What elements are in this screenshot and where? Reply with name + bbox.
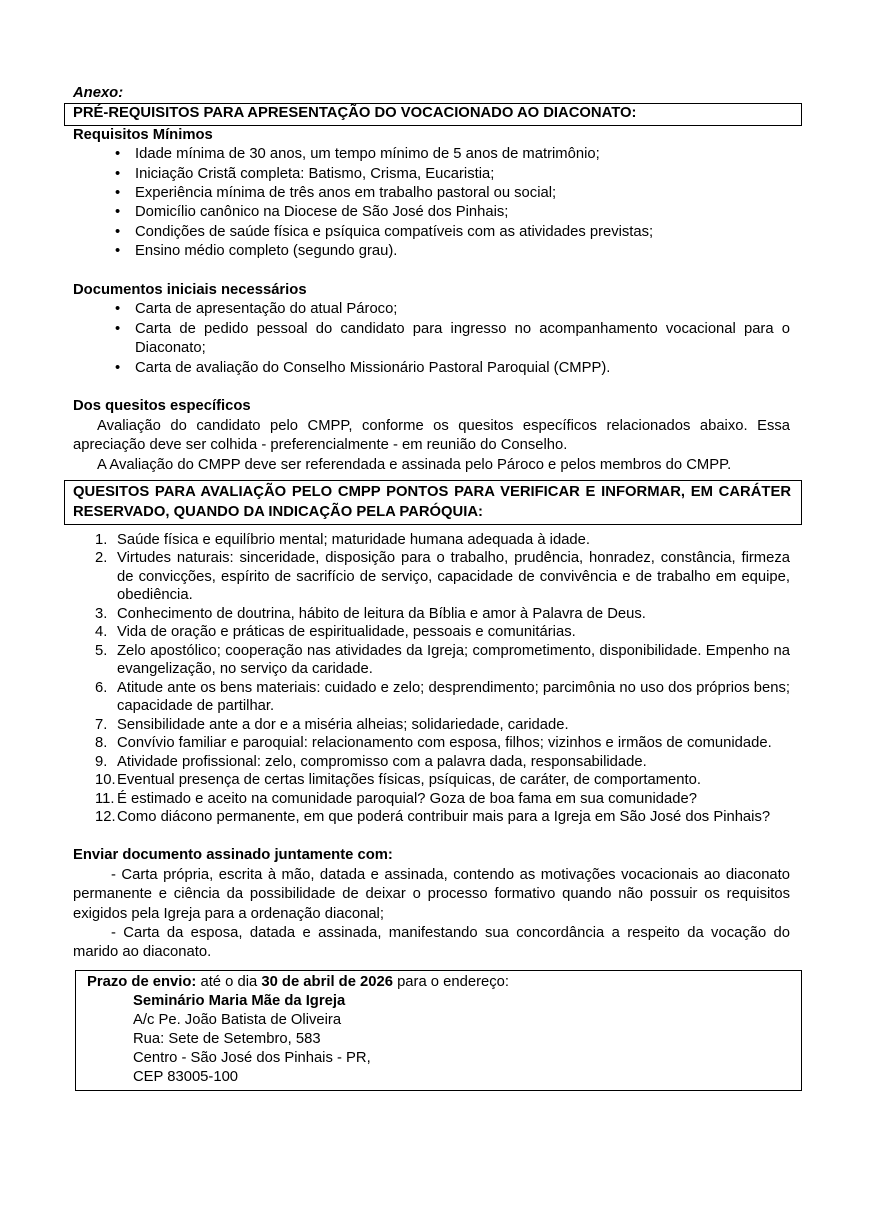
avaliacao-title-box — [64, 480, 802, 525]
list-item — [95, 790, 790, 809]
list-item-text: Domicílio canônico na Diocese de São José dos Pinhais; — [135, 204, 509, 221]
number-marker: 8. — [95, 735, 108, 752]
prazo-suffix-text: para o endereço: — [392, 973, 509, 990]
list-item-text: Idade mínima de 30 anos, um tempo mínimo de 5 anos de matrimônio; — [135, 146, 600, 163]
prazo-line — [87, 973, 793, 992]
list-item-text: Saúde física e equilíbrio mental; maturidade humana adequada à idade. — [117, 531, 591, 548]
number-marker: 2. — [95, 550, 108, 567]
requisitos-list — [115, 145, 790, 261]
bullet-marker: • — [115, 320, 121, 337]
list-item-text: Zelo apostólico; cooperação nas atividades da Igreja; comprometimento, disponibilidade. Empenho na evangelização, no serviço da caridade. — [117, 642, 790, 678]
list-item — [115, 184, 790, 203]
list-item-text: Atitude ante os bens materiais: cuidado e zelo; desprendimento; parcimônia no uso dos próprios bens; capacidade de partilhar. — [117, 679, 790, 715]
list-item-text: Carta de apresentação do atual Pároco; — [135, 301, 398, 318]
list-item — [115, 145, 790, 164]
avaliacao-list — [95, 531, 790, 827]
quesitos-paragraph-2: A Avaliação do CMPP deve ser referendada e assinada pelo Pároco e pelos membros do CMPP. — [97, 456, 732, 473]
annex-label: Anexo: — [73, 85, 124, 101]
list-item — [95, 642, 790, 679]
list-item — [95, 549, 790, 605]
list-item-text: Convívio familiar e paroquial: relacionamento com esposa, filhos; vizinhos e irmãos de comunidade. — [117, 735, 772, 752]
list-item-text: Carta de avaliação do Conselho Missionário Pastoral Paroquial (CMPP). — [135, 359, 611, 376]
list-item — [95, 734, 790, 753]
enviar-paragraph-1: - Carta própria, escrita à mão, datada e assinada, contendo as motivações vocacionais ao diaconato permanente e ciência da possibilidade de deixar o processo formativo quando não possuir os requisitos exigidos pela Igreja para a ordenação diaconal; — [73, 866, 790, 922]
list-item-text: Vida de oração e práticas de espiritualidade, pessoais e comunitárias. — [117, 624, 576, 641]
bullet-marker: • — [115, 359, 121, 376]
list-item-text: Ensino médio completo (segundo grau). — [135, 243, 398, 260]
bullet-marker: • — [115, 165, 121, 182]
bullet-marker: • — [115, 146, 121, 163]
list-item — [115, 203, 790, 222]
bullet-marker: • — [115, 243, 121, 260]
list-item-text: Condições de saúde física e psíquica compatíveis com as atividades previstas; — [135, 223, 654, 240]
list-item-text: Como diácono permanente, em que poderá contribuir mais para a Igreja em São José dos Pinhais? — [117, 809, 771, 826]
list-item-text: Sensibilidade ante a dor e a miséria alheias; solidariedade, caridade. — [117, 716, 569, 733]
list-item — [115, 165, 790, 184]
number-marker: 12. — [95, 809, 116, 826]
number-marker: 1. — [95, 531, 108, 548]
list-item — [115, 223, 790, 242]
list-item — [95, 679, 790, 716]
enviar-heading: Enviar documento assinado juntamente com: — [73, 847, 393, 864]
documentos-heading: Documentos iniciais necessários — [73, 282, 307, 299]
address-line-4: CEP 83005-100 — [133, 1068, 239, 1085]
requisitos-heading: Requisitos Mínimos — [73, 126, 213, 143]
list-item-text: Conhecimento de doutrina, hábito de leitura da Bíblia e amor à Palavra de Deus. — [117, 605, 646, 622]
list-item — [95, 771, 790, 790]
number-marker: 6. — [95, 679, 108, 696]
pre-requisitos-title: PRÉ-REQUISITOS PARA APRESENTAÇÃO DO VOCACIONADO AO DIACONATO: — [73, 105, 637, 122]
list-item — [115, 320, 790, 359]
number-marker: 5. — [95, 642, 108, 659]
quesitos-paragraph-1: Avaliação do candidato pelo CMPP, conforme os quesitos específicos relacionados abaixo. Essa apreciação deve ser colhida - preferencialmente - em reunião do Conselho. — [73, 417, 790, 454]
address-line-2: Rua: Sete de Setembro, 583 — [133, 1030, 321, 1047]
avaliacao-title: QUESITOS PARA AVALIAÇÃO PELO CMPP PONTOS PARA VERIFICAR E INFORMAR, EM CARÁTER RESERVADO, QUANDO DA INDICAÇÃO PELA PARÓQUIA: — [73, 484, 791, 520]
bullet-marker: • — [115, 185, 121, 202]
number-marker: 11. — [95, 790, 115, 807]
bullet-marker: • — [115, 301, 121, 318]
list-item — [95, 753, 790, 772]
number-marker: 7. — [95, 716, 108, 733]
bullet-marker: • — [115, 223, 121, 240]
list-item-text: Iniciação Cristã completa: Batismo, Crisma, Eucaristia; — [135, 165, 495, 182]
list-item-text: Experiência mínima de três anos em trabalho pastoral ou social; — [135, 185, 557, 202]
list-item-text: Virtudes naturais: sinceridade, disposição para o trabalho, prudência, honradez, constância, firmeza de convicções, espírito de sacrifício de serviço, capacidade de convivência e de trabalho em equipe, obediência. — [117, 550, 790, 604]
prazo-date: 30 de abril de 2026 — [261, 973, 393, 990]
address-line-3: Centro - São José dos Pinhais - PR, — [133, 1049, 371, 1066]
recipient-name: Seminário Maria Mãe da Igreja — [133, 992, 346, 1009]
list-item — [95, 808, 790, 827]
list-item — [115, 359, 790, 378]
list-item — [115, 242, 790, 261]
number-marker: 10. — [95, 772, 116, 789]
prazo-middle-text: até o dia — [196, 973, 262, 990]
bullet-marker: • — [115, 204, 121, 221]
quesitos-heading: Dos quesitos específicos — [73, 398, 251, 415]
list-item — [95, 623, 790, 642]
list-item-text: Atividade profissional: zelo, compromisso com a palavra dada, responsabilidade. — [117, 753, 647, 770]
prazo-label: Prazo de envio: — [87, 973, 197, 990]
list-item-text: É estimado e aceito na comunidade paroquial? Goza de boa fama em sua comunidade? — [117, 790, 697, 807]
prazo-box — [75, 970, 802, 1091]
address-line-1: A/c Pe. João Batista de Oliveira — [133, 1011, 342, 1028]
number-marker: 3. — [95, 605, 108, 622]
list-item — [95, 531, 790, 550]
list-item — [95, 605, 790, 624]
number-marker: 9. — [95, 753, 108, 770]
enviar-paragraph-2: - Carta da esposa, datada e assinada, manifestando sua concordância a respeito da vocação do marido ao diaconato. — [73, 924, 790, 961]
number-marker: 4. — [95, 624, 108, 641]
pre-requisitos-title-box — [64, 103, 802, 125]
list-item — [95, 716, 790, 735]
list-item-text: Eventual presença de certas limitações físicas, psíquicas, de caráter, de comportamento. — [117, 772, 701, 789]
documentos-list — [115, 300, 790, 378]
list-item — [115, 300, 790, 319]
list-item-text: Carta de pedido pessoal do candidato para ingresso no acompanhamento vocacional para o Diaconato; — [135, 320, 790, 357]
